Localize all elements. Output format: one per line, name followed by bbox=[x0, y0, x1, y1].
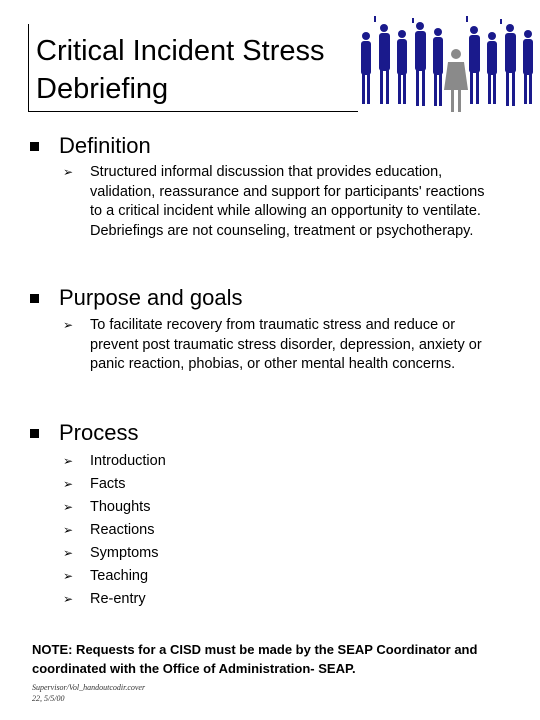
note-text bbox=[32, 640, 522, 678]
process-step: Facts bbox=[90, 476, 126, 492]
arrow-bullet-icon: ➢ bbox=[63, 453, 74, 468]
process-heading-item bbox=[30, 420, 138, 446]
definition-heading-item bbox=[30, 133, 151, 159]
arrow-bullet-icon: ➢ bbox=[63, 568, 74, 583]
footer-line-1: Supervisor/Vol_handoutcodir.cover bbox=[32, 683, 146, 692]
page-title bbox=[36, 32, 325, 108]
note-line-2: coordinated with the Office of Administration- SEAP. bbox=[32, 661, 356, 676]
square-bullet-icon bbox=[30, 142, 39, 151]
note-line-1: NOTE: Requests for a CISD must be made by the SEAP Coordinator and bbox=[32, 642, 478, 657]
purpose-text: To facilitate recovery from traumatic stress and reduce or prevent post traumatic stress disorder, depression, anxiety or panic reaction, phobias, or other mental health concerns. bbox=[90, 317, 482, 372]
arrow-bullet-icon: ➢ bbox=[63, 318, 74, 332]
square-bullet-icon bbox=[30, 294, 39, 303]
purpose-heading: Purpose and goals bbox=[59, 285, 243, 310]
process-steps-list bbox=[63, 450, 166, 611]
crowd-of-people-icon bbox=[354, 14, 538, 122]
process-step: Thoughts bbox=[90, 499, 151, 515]
purpose-text-item bbox=[63, 316, 495, 375]
definition-heading: Definition bbox=[59, 133, 151, 158]
arrow-bullet-icon: ➢ bbox=[63, 476, 74, 491]
page-title-line-2: Debriefing bbox=[36, 73, 169, 105]
arrow-bullet-icon: ➢ bbox=[63, 165, 74, 179]
definition-text: Structured informal discussion that provides education, validation, reassurance and support for participants' reactions to a critical incident while allowing an opportunity to ventilate. Debriefings are not counseling, treatment or psychotherapy. bbox=[90, 164, 485, 239]
process-step: Reactions bbox=[90, 522, 155, 538]
purpose-heading-item bbox=[30, 285, 242, 311]
list-item bbox=[63, 542, 166, 565]
list-item bbox=[63, 473, 166, 496]
definition-text-item bbox=[63, 163, 495, 241]
arrow-bullet-icon: ➢ bbox=[63, 522, 74, 537]
arrow-bullet-icon: ➢ bbox=[63, 591, 74, 606]
list-item bbox=[63, 496, 166, 519]
process-heading: Process bbox=[59, 420, 139, 445]
process-step: Symptoms bbox=[90, 545, 159, 561]
list-item bbox=[63, 588, 166, 611]
arrow-bullet-icon: ➢ bbox=[63, 499, 74, 514]
footer-line-2: 22, 5/5/00 bbox=[32, 694, 65, 703]
page-title-line-1: Critical Incident Stress bbox=[36, 35, 325, 67]
process-step: Re-entry bbox=[90, 591, 146, 607]
arrow-bullet-icon: ➢ bbox=[63, 545, 74, 560]
list-item bbox=[63, 565, 166, 588]
process-step: Teaching bbox=[90, 568, 149, 584]
square-bullet-icon bbox=[30, 429, 39, 438]
process-step: Introduction bbox=[90, 453, 166, 469]
list-item bbox=[63, 450, 166, 473]
footer-reference bbox=[32, 682, 145, 704]
list-item bbox=[63, 519, 166, 542]
